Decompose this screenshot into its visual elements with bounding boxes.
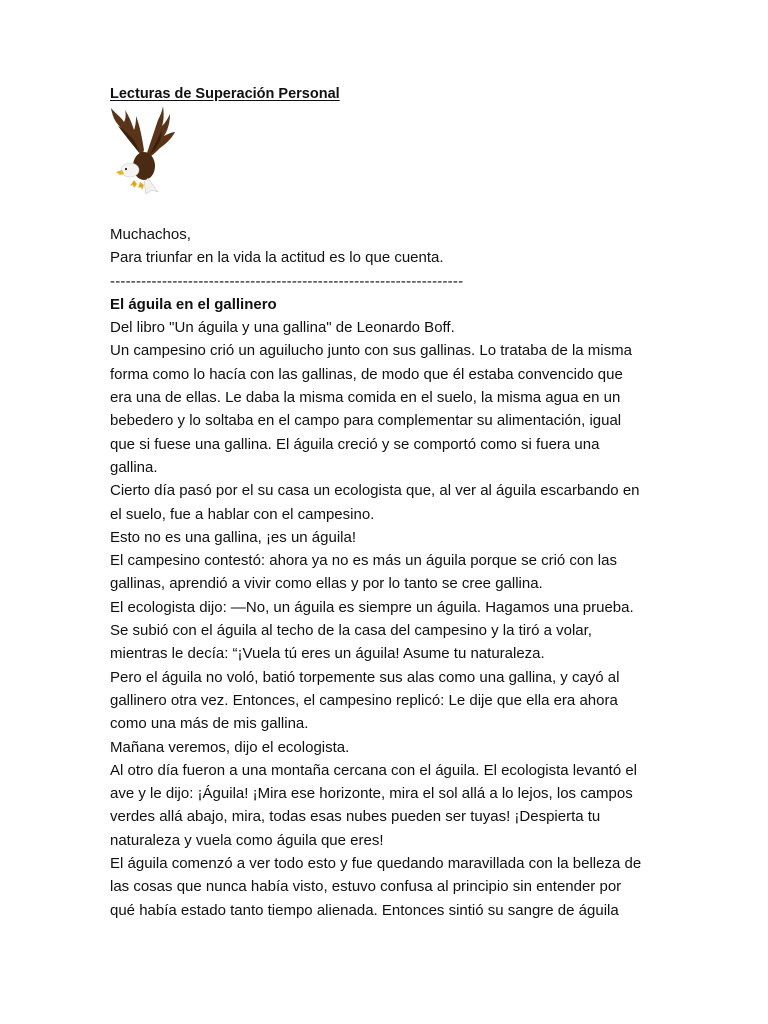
text-line: el suelo, fue a hablar con el campesino. bbox=[110, 505, 375, 523]
text-line: -------------------------------------------------------------------- bbox=[110, 272, 464, 290]
text-line: Se subió con el águila al techo de la casa del campesino y la tiró a volar, bbox=[110, 622, 592, 640]
text-line: Para triunfar en la vida la actitud es lo que cuenta. bbox=[110, 249, 444, 267]
text-line: Esto no es una gallina, ¡es un águila! bbox=[110, 528, 356, 546]
text-line: era una de ellas. Le daba la misma comida en el suelo, la misma agua en un bbox=[110, 389, 621, 407]
text-line: que si fuese una gallina. El águila creció y se comportó como si fuera una bbox=[110, 435, 600, 453]
eagle-icon bbox=[106, 104, 178, 196]
text-line: gallinero otra vez. Entonces, el campesino replicó: Le dije que ella era ahora bbox=[110, 691, 618, 709]
document-heading: Lecturas de Superación Personal bbox=[110, 86, 340, 102]
text-line: Cierto día pasó por el su casa un ecologista que, al ver al águila escarbando en bbox=[110, 482, 640, 500]
document-body bbox=[110, 223, 670, 922]
text-line: El campesino contestó: ahora ya no es más un águila porque se crió con las bbox=[110, 552, 617, 570]
text-line: como una más de mis gallina. bbox=[110, 715, 309, 733]
text-line: verdes allá abajo, mira, todas esas nubes pueden ser tuyas! ¡Despierta tu bbox=[110, 808, 601, 826]
text-line: El ecologista dijo: —No, un águila es siempre un águila. Hagamos una prueba. bbox=[110, 598, 634, 616]
text-line: gallina. bbox=[110, 458, 158, 476]
text-line: mientras le decía: “¡Vuela tú eres un águila! Asume tu naturaleza. bbox=[110, 645, 545, 663]
text-line: Un campesino crió un aguilucho junto con sus gallinas. Lo trataba de la misma bbox=[110, 342, 632, 360]
section-title: El águila en el gallinero bbox=[110, 295, 277, 313]
text-line: naturaleza y vuela como águila que eres! bbox=[110, 831, 384, 849]
text-line: qué había estado tanto tiempo alienada. Entonces sintió su sangre de águila bbox=[110, 901, 619, 919]
text-line: Al otro día fueron a una montaña cercana con el águila. El ecologista levantó el bbox=[110, 761, 638, 779]
text-line: El águila comenzó a ver todo esto y fue quedando maravillada con la belleza de bbox=[110, 855, 642, 873]
text-line: gallinas, aprendió a vivir como ellas y por lo tanto se cree gallina. bbox=[110, 575, 543, 593]
text-line: Del libro "Un águila y una gallina" de Leonardo Boff. bbox=[110, 319, 455, 337]
text-line: Mañana veremos, dijo el ecologista. bbox=[110, 738, 350, 756]
text-line: forma como lo hacía con las gallinas, de modo que él estaba convencido que bbox=[110, 365, 623, 383]
text-line: ave y le dijo: ¡Águila! ¡Mira ese horizonte, mira el sol allá a lo lejos, los campos bbox=[110, 785, 633, 803]
text-line: las cosas que nunca había visto, estuvo confusa al principio sin entender por bbox=[110, 878, 622, 896]
text-line: bebedero y lo soltaba en el campo para complementar su alimentación, igual bbox=[110, 412, 622, 430]
text-line: Pero el águila no voló, batió torpemente sus alas como una gallina, y cayó al bbox=[110, 668, 620, 686]
text-line: Muchachos, bbox=[110, 226, 191, 243]
